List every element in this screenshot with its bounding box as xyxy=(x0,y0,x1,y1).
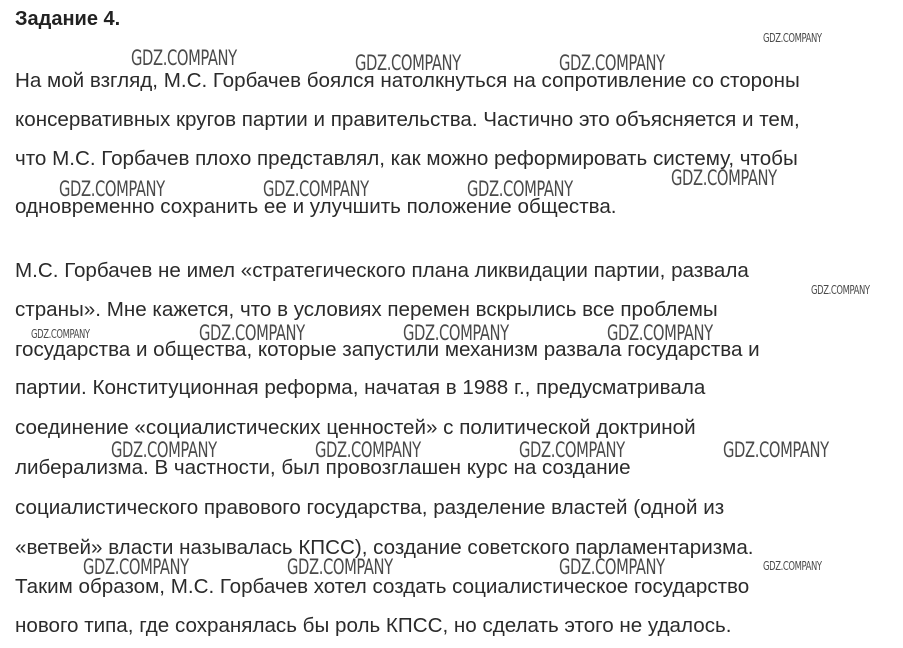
watermark: GDZ.COMPANY xyxy=(763,31,822,45)
paragraph-1-line-1: На мой взгляд, М.С. Горбачев боялся натолкнуться на сопротивление со стороны xyxy=(15,69,800,92)
paragraph-1-line-3: что М.С. Горбачев плохо представлял, как можно реформировать систему, чтобы xyxy=(15,147,798,170)
watermark: GDZ.COMPANY xyxy=(559,555,665,579)
task-title: Задание 4. xyxy=(15,8,121,30)
watermark: GDZ.COMPANY xyxy=(111,438,217,462)
paragraph-2-line-4: партии. Конституционная реформа, начатая в 1988 г., предусматривала xyxy=(15,376,706,399)
watermark: GDZ.COMPANY xyxy=(671,166,777,190)
paragraph-1-line-2: консервативных кругов партии и правительства. Частично это объясняется и тем, xyxy=(15,108,800,131)
watermark: GDZ.COMPANY xyxy=(263,177,369,201)
paragraph-2-line-6: либерализма. В частности, был провозглашен курс на создание xyxy=(15,456,631,479)
watermark: GDZ.COMPANY xyxy=(31,327,90,341)
watermark: GDZ.COMPANY xyxy=(403,321,509,345)
watermark: GDZ.COMPANY xyxy=(131,46,237,70)
paragraph-2-line-10: нового типа, где сохранялась бы роль КПСС, но сделать этого не удалось. xyxy=(15,614,732,637)
watermark: GDZ.COMPANY xyxy=(607,321,713,345)
watermark: GDZ.COMPANY xyxy=(287,555,393,579)
watermark: GDZ.COMPANY xyxy=(723,438,829,462)
paragraph-2-line-5: соединение «социалистических ценностей» с политической доктриной xyxy=(15,416,696,439)
paragraph-2-line-8: «ветвей» власти называлась КПСС), создание советского парламентаризма. xyxy=(15,536,754,559)
paragraph-2-line-3: государства и общества, которые запустили механизм развала государства и xyxy=(15,338,760,361)
watermark: GDZ.COMPANY xyxy=(763,559,822,573)
watermark: GDZ.COMPANY xyxy=(59,177,165,201)
watermark: GDZ.COMPANY xyxy=(199,321,305,345)
watermark: GDZ.COMPANY xyxy=(559,51,665,75)
watermark: GDZ.COMPANY xyxy=(83,555,189,579)
paragraph-2-line-7: социалистического правового государства, разделение властей (одной из xyxy=(15,496,725,519)
watermark: GDZ.COMPANY xyxy=(355,51,461,75)
watermark: GDZ.COMPANY xyxy=(519,438,625,462)
paragraph-2-line-2: страны». Мне кажется, что в условиях перемен вскрылись все проблемы xyxy=(15,298,718,321)
paragraph-2-line-1: М.С. Горбачев не имел «стратегического плана ликвидации партии, развала xyxy=(15,259,749,282)
watermark: GDZ.COMPANY xyxy=(315,438,421,462)
watermark: GDZ.COMPANY xyxy=(811,283,870,297)
paragraph-1-line-4: одновременно сохранить ее и улучшить положение общества. xyxy=(15,195,617,218)
paragraph-2-line-9: Таким образом, М.С. Горбачев хотел создать социалистическое государство xyxy=(15,575,750,598)
watermark: GDZ.COMPANY xyxy=(467,177,573,201)
